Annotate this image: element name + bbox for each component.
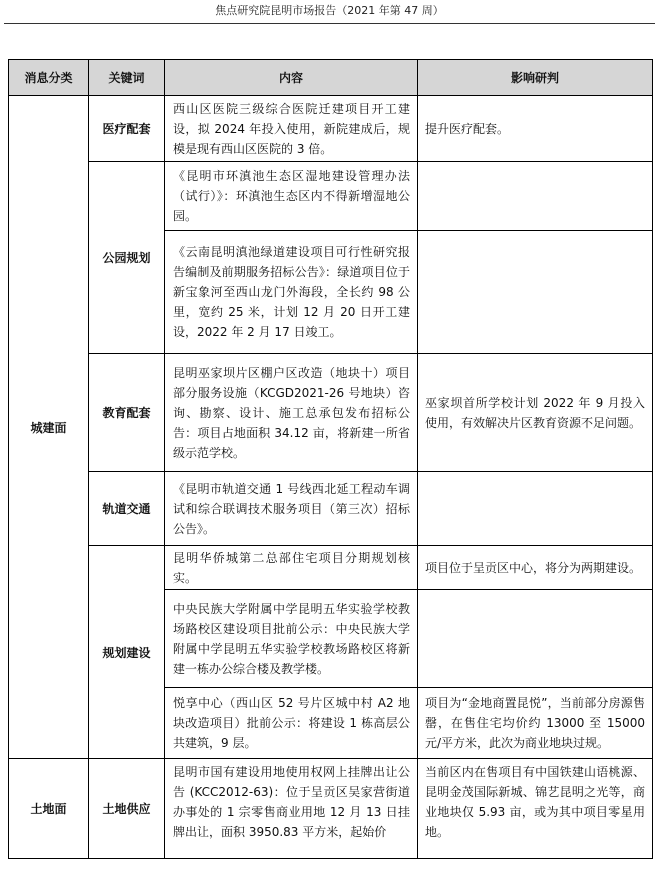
keyword-cell-rail: 轨道交通 <box>89 472 165 546</box>
column-header-impact: 影响研判 <box>418 60 653 96</box>
report-title: 焦点研究院昆明市场报告（2021 年第 47 周） <box>215 4 444 17</box>
content-cell: 中央民族大学附属中学昆明五华实验学校教场路校区建设项目批前公示：中央民族大学附属中学昆明五华实验学校教场路校区将新建一栋办公综合楼及教学楼。 <box>165 590 418 688</box>
impact-cell: 当前区内在售项目有中国铁建山语桃源、昆明金茂国际新城、锦艺昆明之光等，商业地块仅 5.93 亩，或为其中项目零星用地。 <box>418 759 653 859</box>
content-cell: 《昆明市环滇池生态区湿地建设管理办法（试行）》：环滇池生态区内不得新增湿地公园。 <box>165 162 418 231</box>
content-cell: 《昆明市轨道交通 1 号线西北延工程动车调试和综合联调技术服务项目（第三次）招标公告》。 <box>165 472 418 546</box>
table-row <box>9 546 653 590</box>
column-header-keyword: 关键词 <box>89 60 165 96</box>
keyword-cell-park: 公园规划 <box>89 162 165 354</box>
keyword-cell-education: 教育配套 <box>89 354 165 472</box>
column-header-category: 消息分类 <box>9 60 89 96</box>
impact-cell: 项目位于呈贡区中心，将分为两期建设。 <box>418 546 653 590</box>
header-divider <box>4 23 655 24</box>
keyword-cell-medical: 医疗配套 <box>89 96 165 162</box>
content-cell: 昆明巫家坝片区棚户区改造（地块十）项目部分服务设施（KCGD2021-26 号地块）咨询、勘察、设计、施工总承包发布招标公告：项目占地面积 34.12 亩，将新建一所省级示范学校。 <box>165 354 418 472</box>
content-cell: 《云南昆明滇池绿道建设项目可行性研究报告编制及前期服务招标公告》：绿道项目位于新宝象河至西山龙门外海段，全长约 98 公里，宽约 25 米，计划 12 月 20 日开工建设，2022 年 2 月 17 日竣工。 <box>165 231 418 354</box>
category-cell-urban: 城建面 <box>9 96 89 759</box>
impact-cell: 项目为“金地商置昆悦”，当前部分房源售罄，在售住宅均价约 13000 至 15000 元/平方米，此次为商业地块过规。 <box>418 688 653 759</box>
table-row <box>9 472 653 546</box>
impact-cell: 提升医疗配套。 <box>418 96 653 162</box>
category-cell-land: 土地面 <box>9 759 89 859</box>
impact-cell <box>418 231 653 354</box>
news-table <box>8 59 653 859</box>
column-header-content: 内容 <box>165 60 418 96</box>
impact-cell <box>418 472 653 546</box>
content-cell: 昆明市国有建设用地使用权网上挂牌出让公告 (KCC2012-63)：位于呈贡区吴家营街道办事处的 1 宗零售商业用地 12 月 13 日挂牌出让，面积 3950.83 平方米，起始价 <box>165 759 418 859</box>
content-cell: 西山区医院三级综合医院迁建项目开工建设，拟 2024 年投入使用，新院建成后，规模是现有西山区医院的 3 倍。 <box>165 96 418 162</box>
content-cell: 昆明华侨城第二总部住宅项目分期规划核实。 <box>165 546 418 590</box>
content-cell: 悦享中心（西山区 52 号片区城中村 A2 地块改造项目）批前公示：将建设 1 栋高层公共建筑，9 层。 <box>165 688 418 759</box>
table-row <box>9 96 653 162</box>
table-row <box>9 354 653 472</box>
keyword-cell-planning: 规划建设 <box>89 546 165 759</box>
table-header-row <box>9 60 653 96</box>
impact-cell <box>418 590 653 688</box>
impact-cell <box>418 162 653 231</box>
impact-cell: 巫家坝首所学校计划 2022 年 9 月投入使用，有效解决片区教育资源不足问题。 <box>418 354 653 472</box>
table-row <box>9 162 653 231</box>
keyword-cell-land-supply: 土地供应 <box>89 759 165 859</box>
table-row <box>9 759 653 859</box>
